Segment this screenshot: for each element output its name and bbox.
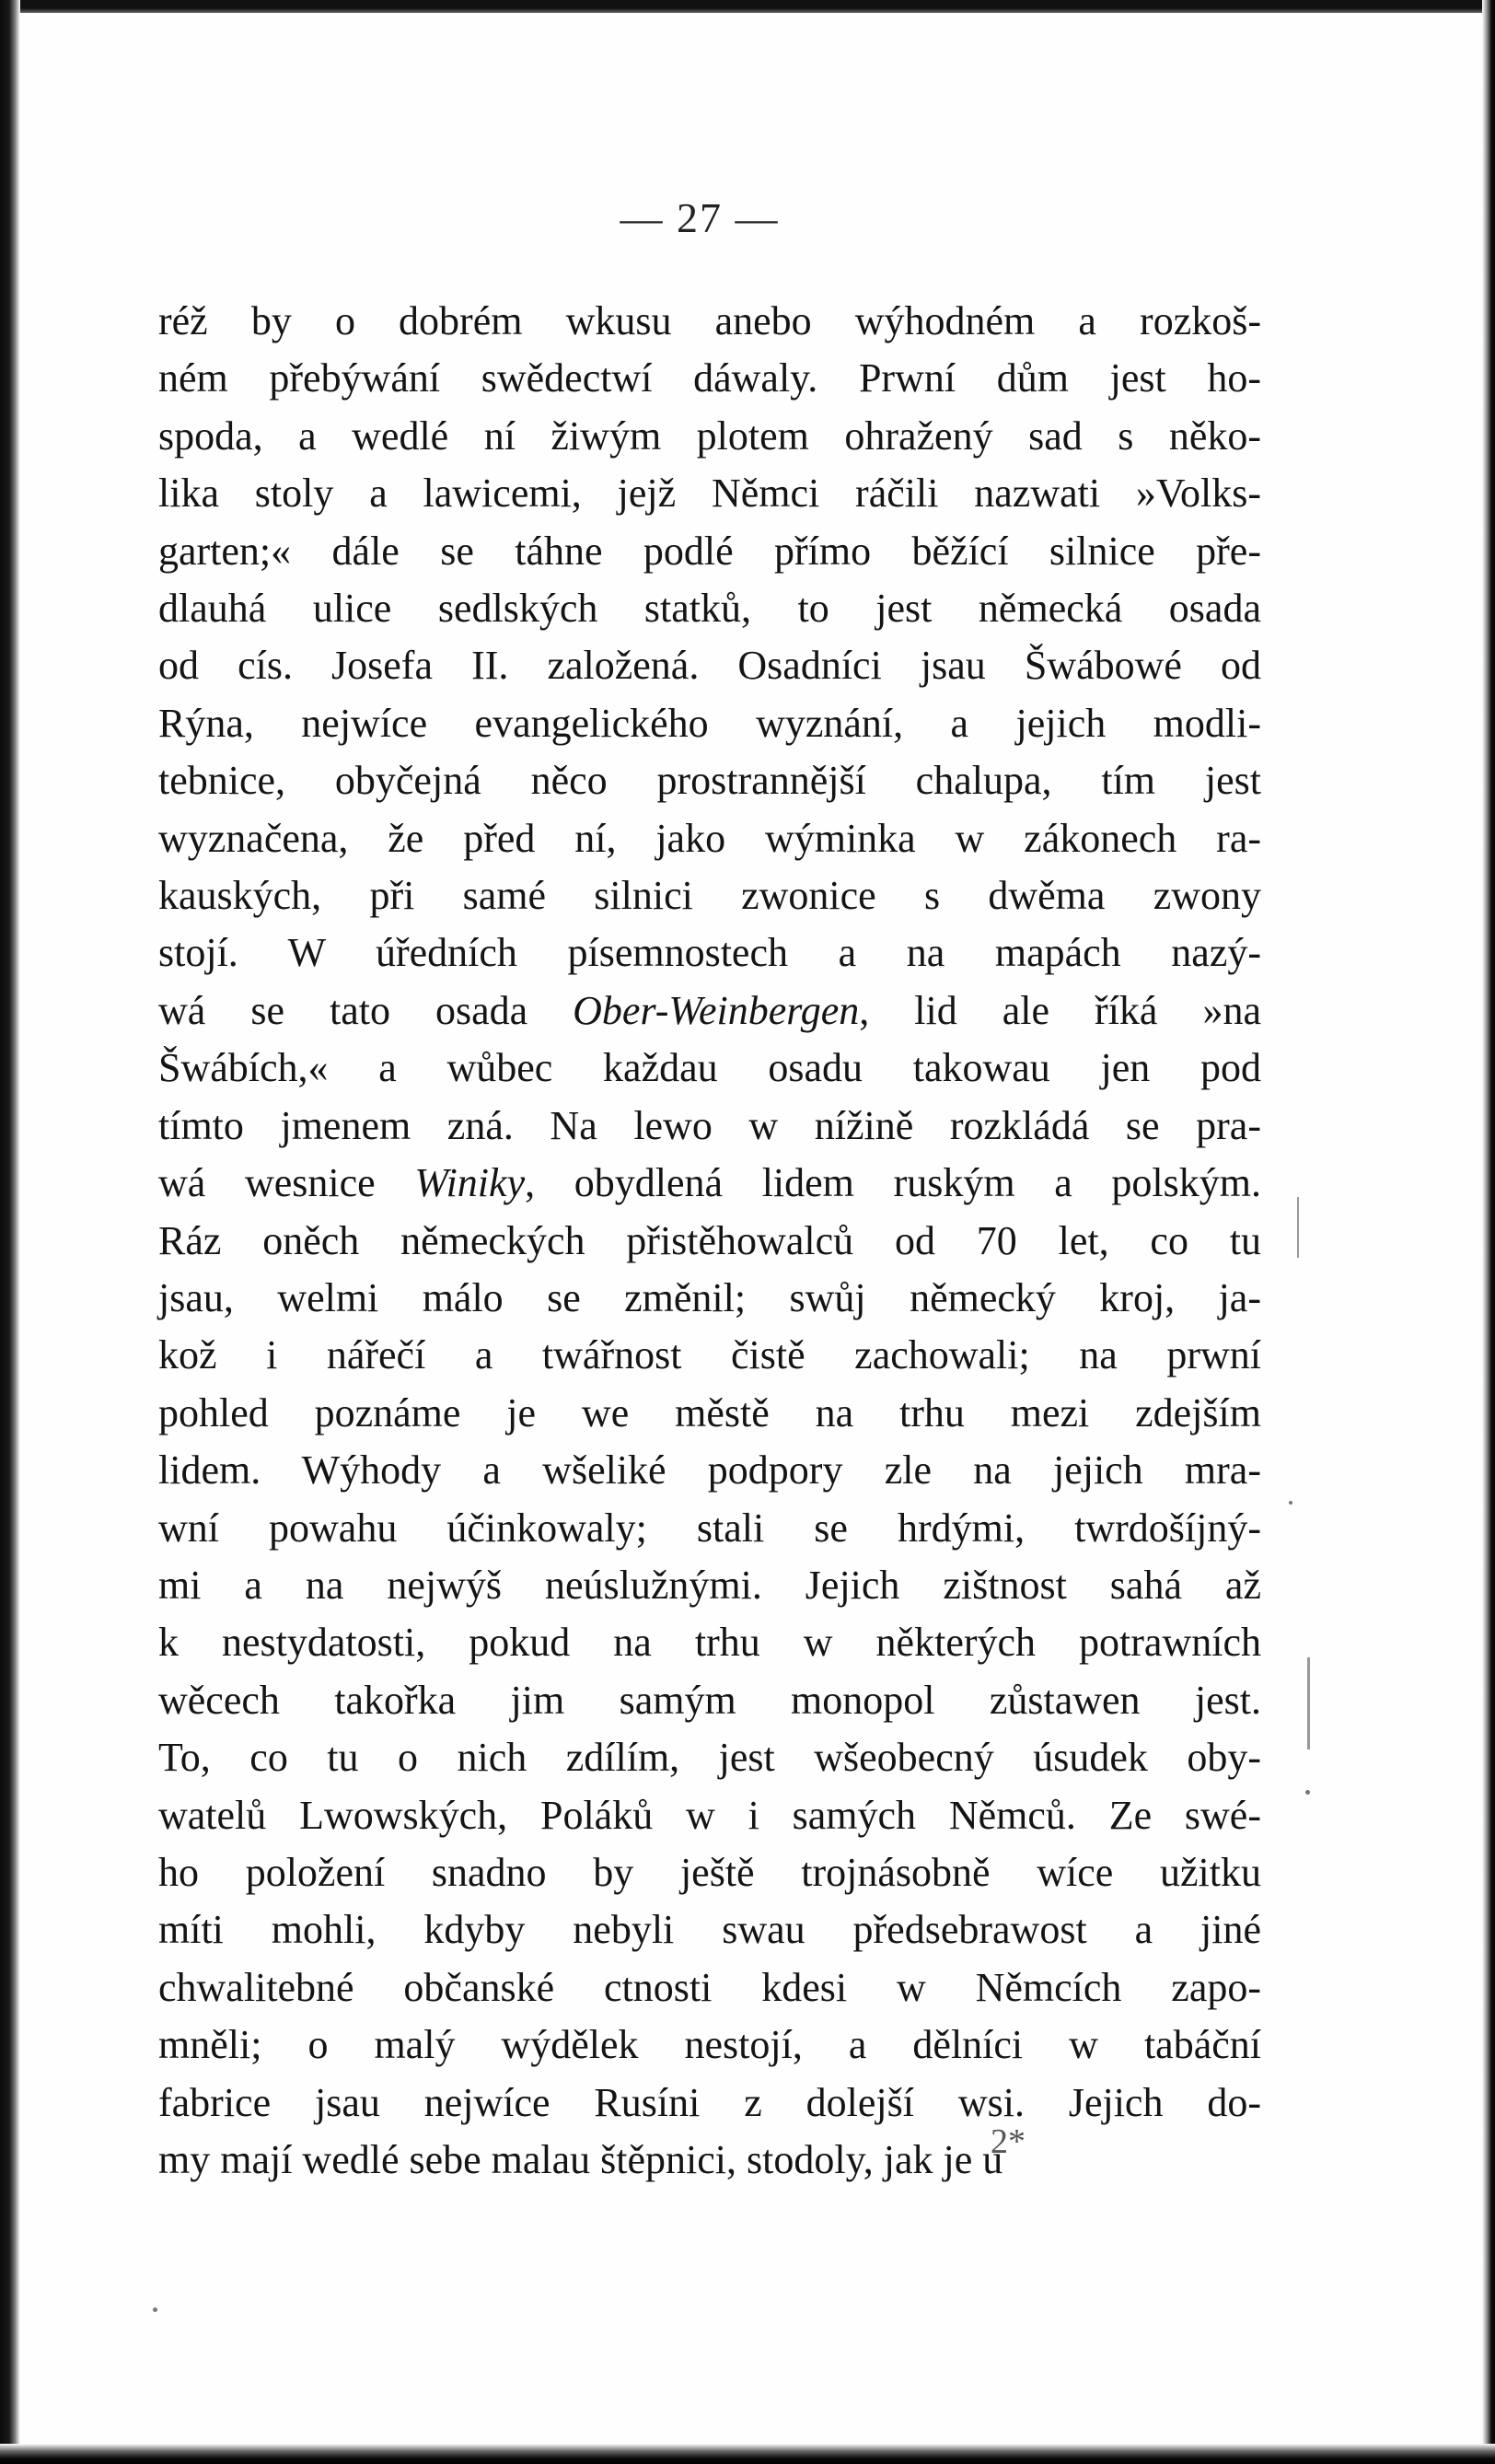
scan-edge-left	[0, 0, 20, 2464]
text-line: wá se tato osada Ober-Weinbergen, lid ale říká »na	[158, 987, 1261, 1033]
scan-mark	[1297, 1197, 1299, 1258]
text-line: lidem. Wýhody a wšeliké podpory zle na jejich mra-	[158, 1447, 1261, 1494]
text-line: k nestydatosti, pokud na trhu w některých potrawních	[158, 1620, 1261, 1666]
text-line: stojí. W úředních písemnostech a na mapách nazý-	[158, 930, 1261, 976]
text-line: wěcech takořka jim samým monopol zůstawen jest.	[158, 1677, 1261, 1723]
text-line: Šwábích,« a wůbec každau osadu takowau jen pod	[158, 1045, 1261, 1091]
text-line: od cís. Josefa II. založená. Osadníci jsau Šwábowé od	[158, 643, 1261, 689]
text-line: chwalitebné občanské ctnosti kdesi w Němcích zapo-	[158, 1964, 1261, 2010]
text-line: míti mohli, kdyby nebyli swau předsebrawost a jiné	[158, 1907, 1261, 1953]
text-line: kauských, při samé silnici zwonice s dwěma zwony	[158, 873, 1261, 919]
text-line: tebnice, obyčejná něco prostrannější chalupa, tím jest	[158, 758, 1261, 804]
scan-edge-right	[1482, 0, 1495, 2464]
catchword: 2*	[991, 2122, 1026, 2161]
scan-speck	[1289, 1501, 1292, 1505]
text-line: watelů Lwowských, Poláků w i samých Němců. Ze swé-	[158, 1792, 1261, 1838]
text-line: kož i nářečí a twářnost čistě zachowali; na prwní	[158, 1332, 1261, 1378]
text-line: jsau, welmi málo se změnil; swůj německý kroj, ja-	[158, 1274, 1261, 1320]
text-line: Ráz oněch německých přistěhowalců od 70 let, co tu	[158, 1217, 1261, 1263]
italic-place-name: Winiky	[414, 1160, 526, 1206]
text-line: garten;« dále se táhne podlé přímo běžící silnice pře-	[158, 528, 1261, 574]
text-line: ném přebýwání swědectwí dáwaly. Prwní dům jest ho-	[158, 355, 1261, 401]
text-line: my mají wedlé sebe malau štěpnici, stodoly, jak je u	[158, 2137, 1003, 2182]
body-text	[158, 293, 1261, 2189]
text-line: Rýna, nejwíce evangelického wyznání, a jejich modli-	[158, 700, 1261, 746]
text-line: wá wesnice Winiky, obydlená lidem ruským a polským.	[158, 1160, 1262, 1206]
page-number: — 27 —	[620, 194, 780, 241]
text-line: wní powahu účinkowaly; stali se hrdými, twrdošíjný-	[158, 1505, 1261, 1551]
text-line: lika stoly a lawicemi, jejž Němci ráčili nazwati »Volks-	[158, 471, 1261, 517]
text-line: pohled poznáme je we městě na trhu mezi zdejším	[158, 1389, 1261, 1435]
text-line: mněli; o malý wýdělek nestojí, a dělníci w tabáční	[158, 2022, 1261, 2068]
text-line: tímto jmenem zná. Na lewo w nížině rozkládá se pra-	[158, 1102, 1261, 1148]
text-line: fabrice jsau nejwíce Rusíni z dolejší wsi. Jejich do-	[158, 2079, 1261, 2125]
text-line: réž by o dobrém wkusu anebo wýhodném a rozkoš-	[158, 298, 1261, 343]
scan-speck	[153, 2307, 157, 2312]
text-line: wyznačena, že před ní, jako wýminka w zákonech ra-	[158, 815, 1261, 861]
italic-place-name: Ober-Weinbergen	[573, 987, 860, 1033]
scan-edge-bottom	[0, 2444, 1495, 2464]
scan-mark	[1307, 1657, 1310, 1749]
scan-speck	[1305, 1790, 1310, 1795]
text-line: To, co tu o nich zdílím, jest wšeobecný úsudek oby-	[158, 1735, 1261, 1781]
text-line: spoda, a wedlé ní žiwým plotem ohražený sad s něko-	[158, 413, 1261, 459]
text-line: dlauhá ulice sedlských statků, to jest německá osada	[158, 586, 1261, 632]
text-line: ho položení snadno by ještě trojnásobně wíce užitku	[158, 1849, 1261, 1895]
scan-edge-top	[0, 0, 1495, 13]
text-line: mi a na nejwýš neúslužnými. Jejich zištnost sahá až	[158, 1562, 1261, 1608]
